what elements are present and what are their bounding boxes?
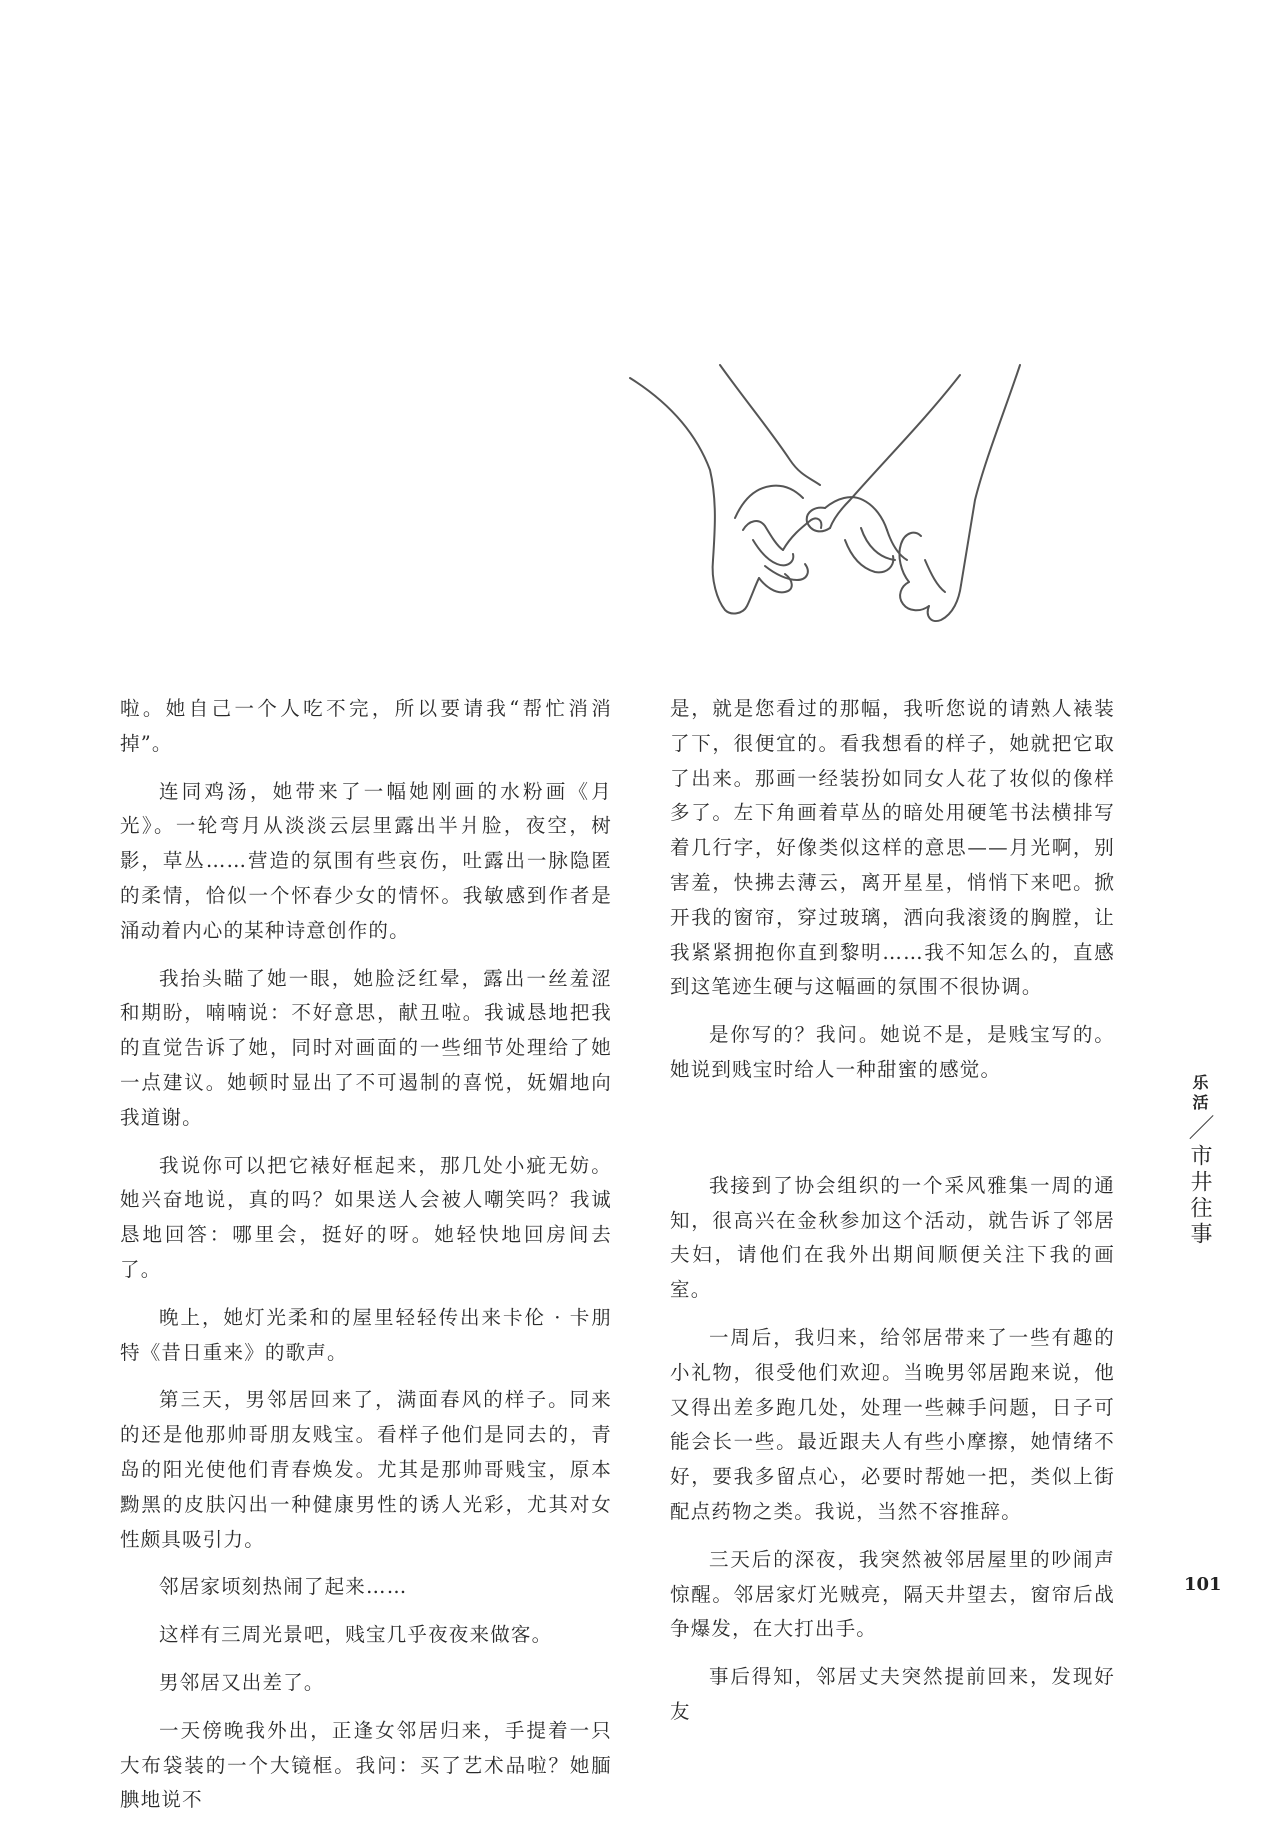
section-break [670,1101,1115,1169]
paragraph: 我抬头瞄了她一眼，她脸泛红晕，露出一丝羞涩和期盼，喃喃说：不好意思，献丑啦。我诚恳地把我的直觉告诉了她，同时对画面的一些细节处理给了她一点建议。她顿时显出了不可遏制的喜悦，妩媚地向我道谢。 [120,966,612,1129]
separator: ／ [1184,1114,1214,1144]
paragraph: 一周后，我归来，给邻居带来了一些有趣的小礼物，很受他们欢迎。当晚男邻居跑来说，他又得出差多跑几处，处理一些棘手问题，日子可能会长一些。最近跟夫人有些小摩擦，她情绪不好，要我多留点心，必要时帮她一把，类似上街配点药物之类。我说，当然不容推辞。 [670,1325,1115,1523]
right-column [670,692,1115,1743]
paragraph: 三天后的深夜，我突然被邻居屋里的吵闹声惊醒。邻居家灯光贼亮，隔天井望去，窗帘后战争爆发，在大打出手。 [670,1547,1115,1641]
paragraph: 是你写的？我问。她说不是，是贱宝写的。她说到贱宝时给人一种甜蜜的感觉。 [670,1023,1115,1081]
magazine-brand: 乐活 [1190,1074,1209,1114]
paragraph: 是，就是您看过的那幅，我听您说的请熟人裱装了下，很便宜的。看我想看的样子，她就把它取了出来。那画一经装扮如同女人花了妆似的像样多了。左下角画着草丛的暗处用硬笔书法横排写着几行字，好像类似这样的意思——月光啊，别害羞，快拂去薄云，离开星星，悄悄下来吧。掀开我的窗帘，穿过玻璃，洒向我滚烫的胸膛，让我紧紧拥抱你直到黎明……我不知怎么的，直感到这笔迹生硬与这幅画的氛围不很协调。 [670,697,1115,999]
paragraph: 邻居家顷刻热闹了起来…… [159,1575,408,1599]
section-name: 市井往事 [1187,1144,1212,1248]
paragraph: 一天傍晚我外出，正逢女邻居归来，手提着一只大布袋装的一个大镜框。我问：买了艺术品啦？她腼腆地说不 [120,1718,612,1812]
left-column [120,692,612,1831]
page-number: 101 [1184,1574,1222,1595]
section-side-title [1184,1074,1218,1248]
paragraph: 事后得知，邻居丈夫突然提前回来，发现好友 [670,1665,1115,1723]
paragraph: 第三天，男邻居回来了，满面春风的样子。同来的还是他那帅哥朋友贱宝。看样子他们是同去的，青岛的阳光使他们青春焕发。尤其是那帅哥贱宝，原本黝黑的皮肤闪出一种健康男性的诱人光彩，尤其对女性颇具吸引力。 [120,1388,612,1551]
paragraph: 晚上，她灯光柔和的屋里轻轻传出来卡伦 · 卡朋特《昔日重来》的歌声。 [120,1305,612,1364]
paragraph: 我接到了协会组织的一个采风雅集一周的通知，很高兴在金秋参加这个活动，就告诉了邻居夫妇，请他们在我外出期间顺便关注下我的画室。 [670,1173,1115,1302]
paragraph: 我说你可以把它裱好框起来，那几处小疵无妨。她兴奋地说，真的吗？如果送人会被人嘲笑吗？我诚恳地回答：哪里会，挺好的呀。她轻快地回房间去了。 [120,1153,612,1281]
pinky-promise-illustration [625,360,1085,630]
paragraph: 男邻居又出差了。 [159,1670,325,1694]
paragraph: 啦。她自己一个人吃不完，所以要请我“帮忙消消掉”。 [120,697,612,755]
paragraph: 连同鸡汤，她带来了一幅她刚画的水粉画《月光》。一轮弯月从淡淡云层里露出半爿脸，夜空，树影，草丛……营造的氛围有些哀伤，吐露出一脉隐匿的柔情，恰似一个怀春少女的情怀。我敏感到作者是涌动着内心的某种诗意创作的。 [120,779,612,942]
paragraph: 这样有三周光景吧，贱宝几乎夜夜来做客。 [159,1623,553,1647]
